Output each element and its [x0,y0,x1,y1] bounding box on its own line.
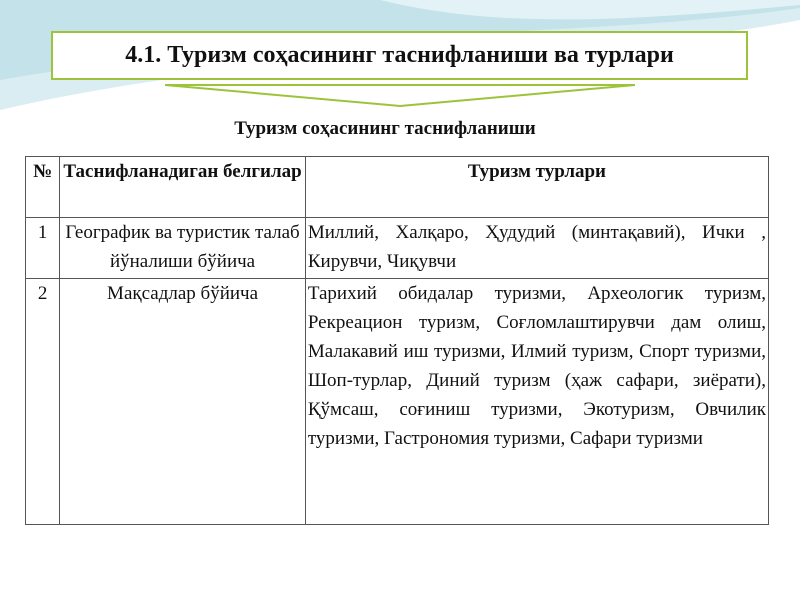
row-number: 1 [26,218,60,279]
header-types: Туризм турлари [305,157,768,218]
table-header-row [26,157,769,218]
table-caption: Туризм соҳасининг таснифланиши [234,118,536,139]
header-criteria: Таснифланадиган белгилар [60,157,306,218]
row-types: Миллий, Халқаро, Ҳудудий (минтақавий), Ички , Кирувчи, Чиқувчи [305,218,768,279]
row-types: Тарихий обидалар туризми, Археологик туризм, Рекреацион туризм, Соғломлаштирувчи дам олиш, Малакавий иш туризми, Илмий туризм, Спорт туризми, Шоп-турлар, Диний туризм (ҳаж сафари, зиёрати), Қўмсаш, соғиниш туризми, Экотуризм, Овчилик туризми, Гастрономия туризми, Сафари туризми [305,279,768,525]
row-criteria: Мақсадлар бўйича [60,279,306,525]
row-criteria: Географик ва туристик талаб йўналиши бўйича [60,218,306,279]
down-arrow-icon [165,82,635,108]
table-row [26,279,769,525]
classification-table [25,156,769,525]
row-number: 2 [26,279,60,525]
header-number: № [26,157,60,218]
slide-title: 4.1. Туризм соҳасининг таснифланиши ва турлари [51,31,748,80]
table-row [26,218,769,279]
